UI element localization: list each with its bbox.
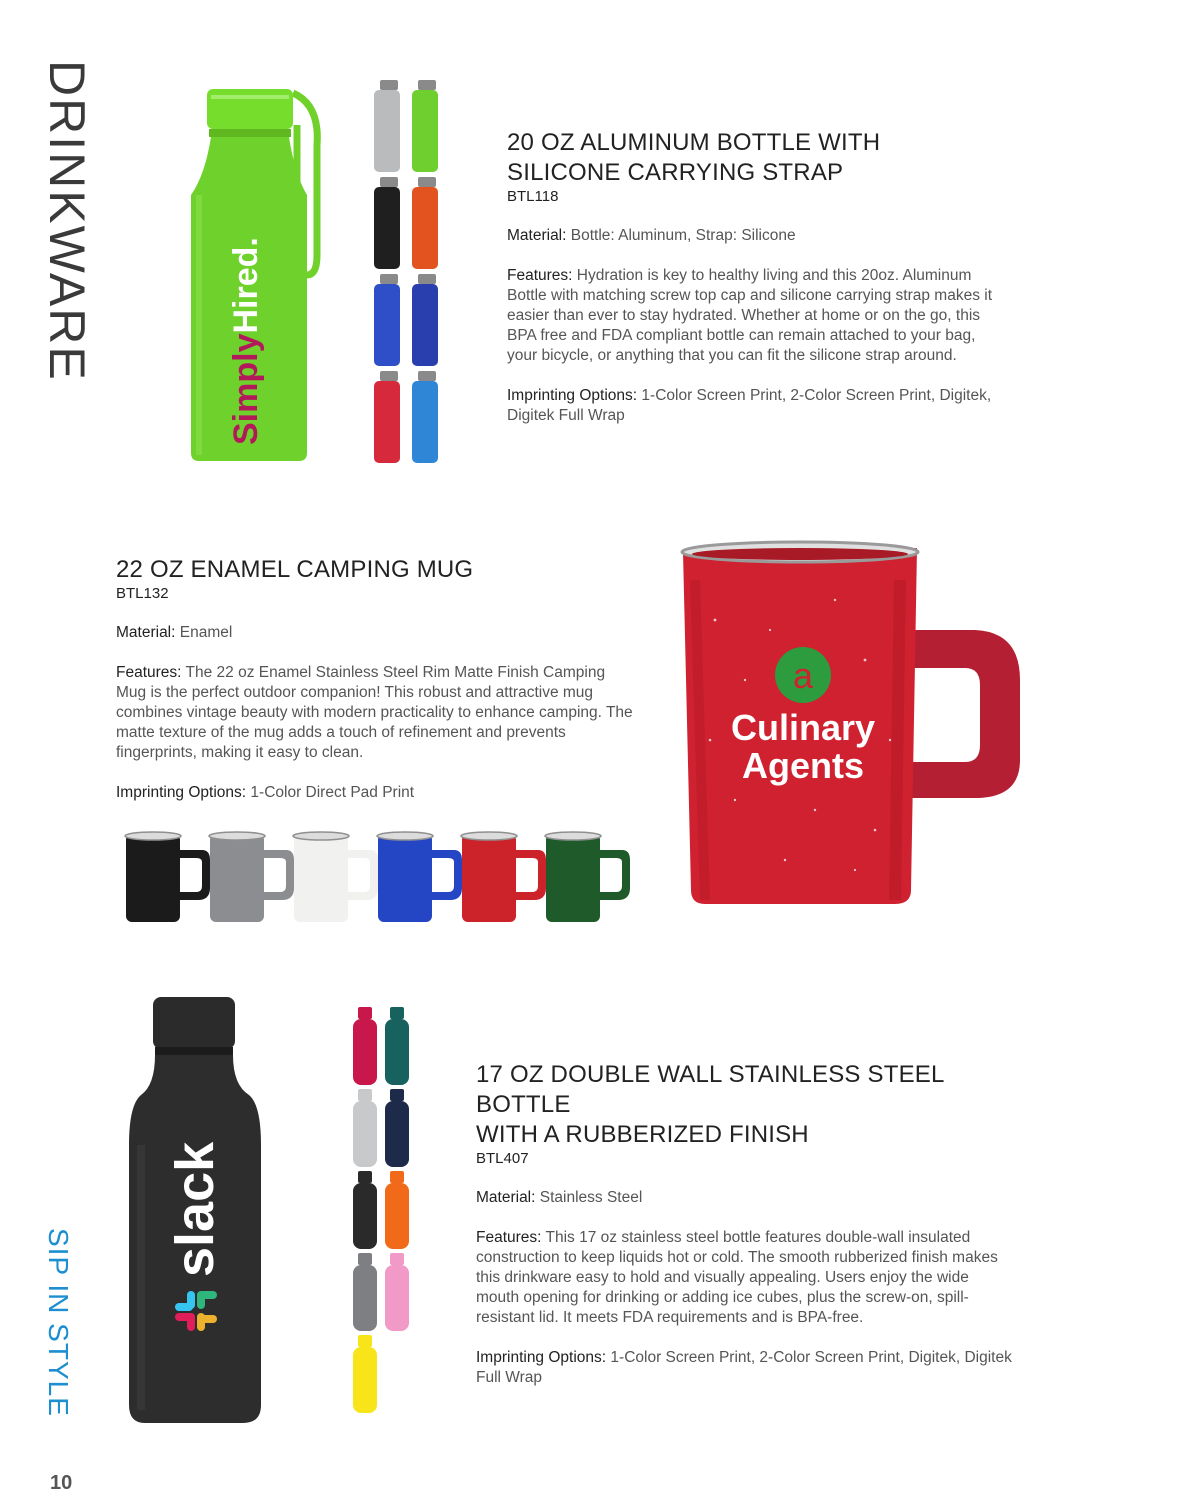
features-field: Features: Hydration is key to healthy living and this 20oz. Aluminum Bottle with matching screw top cap and silicone carrying strap makes it easier than ever to stay hydrated. Whether at home or on the go, this BPA free and FDA compliant bottle can remain attached to your bag, your bicycle, or anything that you can fit the silicone strap around. <box>507 267 993 364</box>
bottle-color-swatch <box>385 1171 409 1249</box>
bottle-color-swatch <box>374 274 400 366</box>
slack-logo-text: slack <box>165 1141 225 1277</box>
simplyhired-logo: SimplyHired. <box>227 237 265 445</box>
enamel-mug-image <box>675 540 1030 915</box>
bottle-color-swatch <box>412 80 438 172</box>
bottle-color-swatch <box>385 1253 409 1331</box>
mug-color-swatch <box>293 832 378 922</box>
bottle-color-swatch <box>385 1007 409 1085</box>
product-title: 22 OZ ENAMEL CAMPING MUG <box>116 556 474 583</box>
product-title: 17 OZ DOUBLE WALL STAINLESS STEEL BOTTLE WITH A RUBBERIZED FINISH <box>476 1061 944 1148</box>
bottle-color-swatch <box>353 1253 377 1331</box>
bottle-color-swatch <box>374 177 400 269</box>
bottle-color-swatch <box>412 274 438 366</box>
mug-color-swatch <box>125 832 210 922</box>
bottle-color-swatch <box>374 80 400 172</box>
aluminum-bottle-image <box>185 85 335 470</box>
material-field: Material: Enamel <box>116 624 233 641</box>
page-number: 10 <box>50 1472 73 1494</box>
imprinting-field: Imprinting Options: 1-Color Screen Print, 2-Color Screen Print, Digitek, Digitek Full Wrap <box>507 387 992 424</box>
aluminum-bottle-color-swatches <box>368 78 443 473</box>
culinary-agents-logo-letter: a <box>792 655 814 696</box>
material-field: Material: Bottle: Aluminum, Strap: Silicone <box>507 227 796 244</box>
bottle-color-swatch <box>353 1171 377 1249</box>
product-btl407 <box>476 1060 1036 1388</box>
mug-color-swatch <box>545 832 630 922</box>
mug-color-swatch <box>461 832 546 922</box>
product-btl132 <box>116 555 638 803</box>
bottle-color-swatch <box>353 1089 377 1167</box>
mug-color-swatch <box>209 832 294 922</box>
product-sku: BTL118 <box>507 188 559 205</box>
stainless-bottle-image <box>125 995 265 1432</box>
product-sku: BTL132 <box>116 585 169 602</box>
features-field: Features: This 17 oz stainless steel bottle features double-wall insulated construction to keep liquids hot or cold. The smooth rubberized finish makes this drinkware easy to hold and visually appealing. Users enjoy the wide mouth opening for drinking or adding ice cubes, plus the screw-on, spill-resistant lid. It meets FDA requirements and is BPA-free. <box>476 1229 998 1326</box>
bottle-color-swatch <box>353 1335 377 1413</box>
product-sku: BTL407 <box>476 1150 529 1167</box>
bottle-color-swatch <box>353 1007 377 1085</box>
features-field: Features: The 22 oz Enamel Stainless Steel Rim Matte Finish Camping Mug is the perfect outdoor companion! This robust and attractive mug combines vintage beauty with modern practicality to enhance camping. The matte texture of the mug adds a touch of refinement and prevents fingerprints, making it easy to clean. <box>116 664 633 761</box>
product-title: 20 OZ ALUMINUM BOTTLE WITH SILICONE CARRYING STRAP <box>507 129 881 186</box>
mug-color-swatch <box>377 832 462 922</box>
mug-color-swatches <box>120 828 640 933</box>
material-field: Material: Stainless Steel <box>476 1189 643 1206</box>
imprinting-field: Imprinting Options: 1-Color Direct Pad Print <box>116 784 415 801</box>
bottle-color-swatch <box>385 1089 409 1167</box>
section-title: DRINKWARE <box>39 60 95 382</box>
bottle-color-swatch <box>374 371 400 463</box>
product-btl118 <box>507 128 1007 426</box>
culinary-agents-logo-line1: Culinary <box>730 707 876 748</box>
imprinting-field: Imprinting Options: 1-Color Screen Print, 2-Color Screen Print, Digitek, Digitek Full Wrap <box>476 1349 1012 1386</box>
bottle-color-swatch <box>412 177 438 269</box>
section-tag: SIP IN STYLE <box>43 1228 74 1417</box>
bottle-color-swatch <box>412 371 438 463</box>
culinary-agents-logo-line2: Agents <box>741 745 865 786</box>
stainless-bottle-color-swatches <box>350 1005 415 1422</box>
